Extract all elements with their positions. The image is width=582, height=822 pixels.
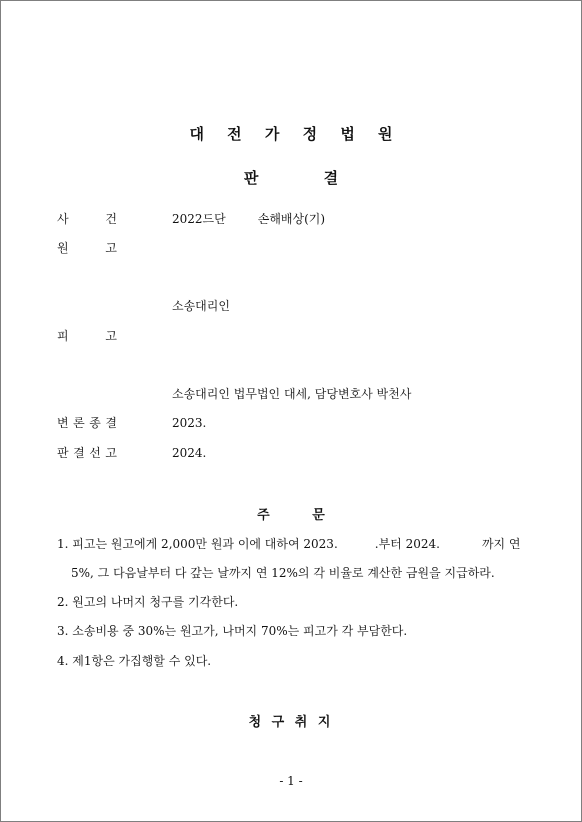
order-item-2	[57, 593, 238, 611]
plaintiff-row	[57, 239, 117, 257]
order-item-text: 까지 연	[481, 537, 521, 551]
case-label: 사 건	[57, 212, 117, 226]
case-number: 2022드단	[172, 212, 226, 226]
defendant-label: 피 고	[57, 329, 117, 343]
order-item-text: 제1항은 가집행할 수 있다.	[72, 654, 212, 668]
order-item-number: 4.	[57, 654, 69, 668]
closing-date: 2023.	[172, 416, 207, 430]
sentencing-row	[57, 444, 207, 462]
order-item-text: 소송비용 중 30%는 원고가, 나머지 70%는 피고가 각 부담한다.	[72, 624, 408, 638]
defendant-row	[57, 327, 117, 345]
sentencing-label: 판 결 선 고	[57, 446, 117, 460]
order-item-text: 피고는 원고에게 2,000만 원과 이에 대하여 2023.	[72, 537, 338, 551]
closing-label: 변 론 종 결	[57, 416, 117, 430]
closing-row	[57, 414, 207, 432]
claim-heading: 청 구 취 지	[248, 715, 334, 730]
order-item-number: 2.	[57, 595, 69, 609]
plaintiff-label: 원 고	[57, 241, 117, 255]
order-item-text: .부터 2024.	[374, 537, 440, 551]
court-name: 대 전 가 정 법 원	[189, 125, 402, 143]
order-heading: 주 문	[257, 508, 325, 523]
sentencing-date: 2024.	[172, 446, 207, 460]
page-number: - 1 -	[279, 774, 303, 788]
order-item-1-continuation: 5%, 그 다음날부터 다 갚는 날까지 연 12%의 각 비율로 계산한 금원을 지급하라.	[71, 566, 495, 580]
order-item-4	[57, 652, 211, 670]
order-item-number: 1.	[57, 537, 69, 551]
order-item-3	[57, 622, 407, 640]
case-row	[57, 210, 326, 228]
order-item-number: 3.	[57, 624, 69, 638]
case-name: 손해배상(기)	[257, 212, 326, 226]
defendant-counsel: 소송대리인 법무법인 대세, 담당변호사 박천사	[172, 387, 412, 401]
document-title: 판 결	[243, 169, 339, 187]
plaintiff-counsel: 소송대리인	[172, 299, 230, 313]
order-item-text: 원고의 나머지 청구를 기각한다.	[72, 595, 239, 609]
case-value	[172, 210, 325, 228]
order-item-1	[57, 535, 521, 553]
